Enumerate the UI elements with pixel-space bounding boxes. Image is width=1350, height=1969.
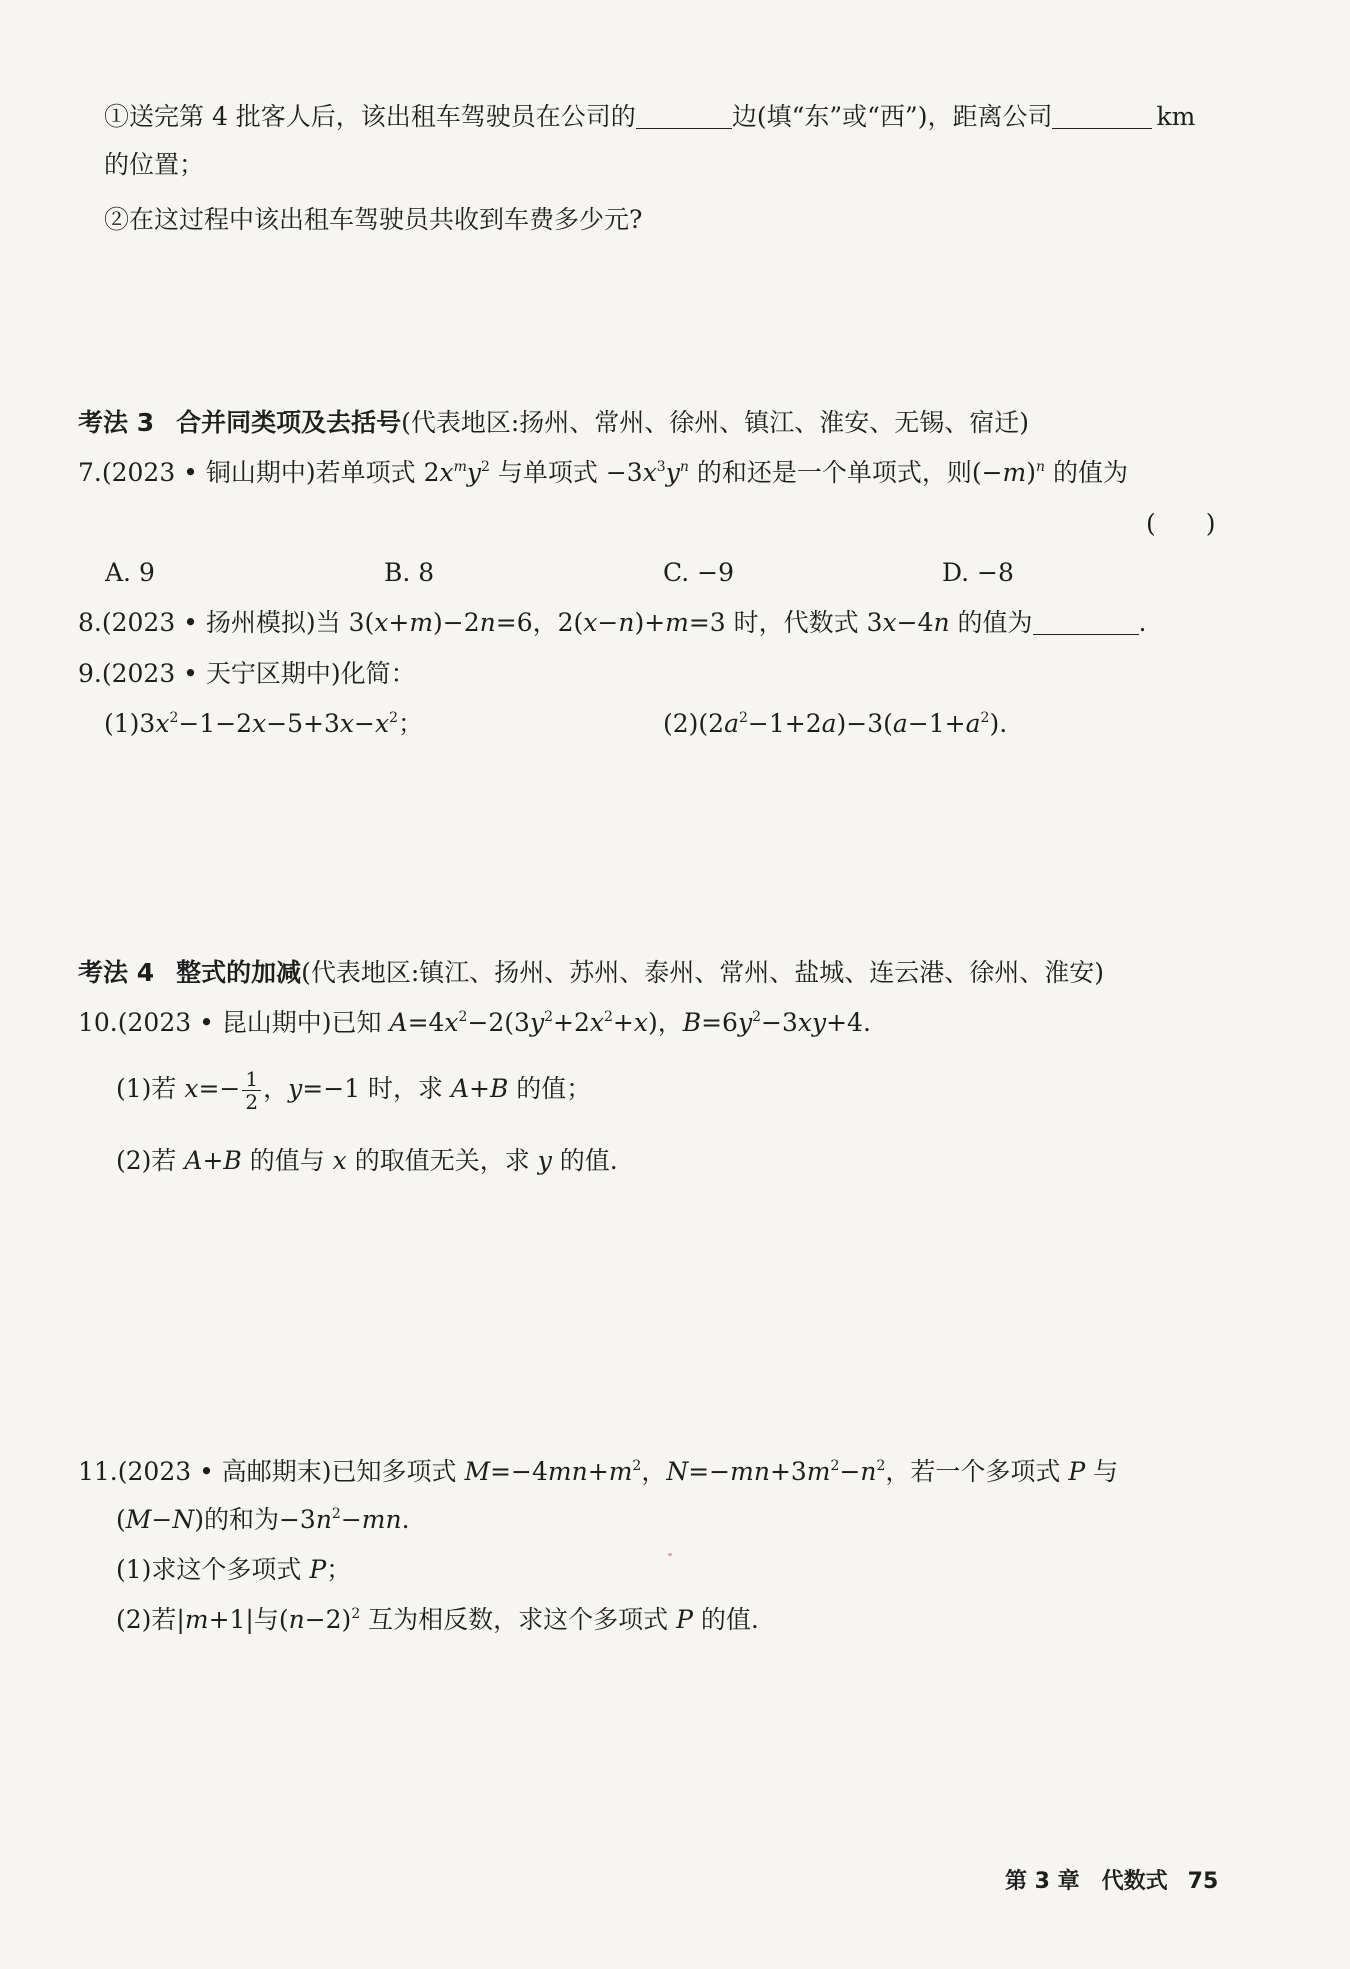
q7-option-c[interactable]: C. −9 — [663, 558, 734, 587]
q6-part1-cont: 的位置； — [104, 150, 205, 179]
q10-part1: (1)若 x=− $\frac{1}{2}$ ，y=−1 时，求 A+B 的值； — [116, 1067, 592, 1114]
q9-part1: $(1)3x^2-1-2x-5+3x-x^2$； — [104, 709, 424, 738]
fraction-one-half: $\frac{1}{2}$ — [242, 1068, 261, 1113]
section4-heading — [78, 955, 1104, 991]
footer-title: 代数式 — [1101, 1869, 1168, 1894]
q7-option-a[interactable]: A. 9 — [105, 558, 155, 587]
section4-title: 整式的加减 — [176, 958, 302, 987]
q10-part2: (2)若 A+B 的值与 x 的取值无关，求 y 的值. — [116, 1146, 618, 1175]
section3-regions: (代表地区:扬州、常州、徐州、镇江、淮安、无锡、宿迁) — [401, 408, 1030, 437]
q8-text: 当 3(x+m)−2n=6，2(x−n)+m=3 时，代数式 3x−4n 的值为 — [315, 608, 1033, 637]
q11-part2: (2)若|m+1|与$(n-2)^2$ 互为相反数，求这个多项式 P 的值. — [116, 1605, 759, 1634]
q7-text: 若单项式 $2x^my^2$ 与单项式 $-3x^3y^n$ 的和还是一个单项式，则$(-m)^n$ 的值为 — [315, 458, 1128, 487]
q11-text-line2: (M−N)的和为$-3n^2-mn$. — [116, 1505, 410, 1534]
q8-answer-blank[interactable] — [1033, 610, 1139, 635]
answer-blank-distance[interactable] — [1052, 104, 1152, 129]
section4-label: 考法 4 — [78, 958, 155, 987]
q10: 10.(2023 • 昆山期中)已知 $A=4x^2-2(3y^2+2x^2+x)$，$B=6y^2-3xy+4$. — [78, 1008, 871, 1037]
q11-text-line1: 已知多项式 $M=-4mn+m^2$，$N=-mn+3m^2-n^2$，若一个多项式 P 与 — [331, 1457, 1119, 1486]
q7-option-d[interactable]: D. −8 — [942, 558, 1014, 587]
q9: 9.(2023 • 天宁区期中)化简： — [78, 659, 416, 688]
q6-part2: ②在这过程中该出租车驾驶员共收到车费多少元? — [104, 205, 643, 234]
answer-blank-direction[interactable] — [636, 104, 732, 129]
q7: 7.(2023 • 铜山期中)若单项式 $2x^my^2$ 与单项式 $-3x^3y^n$ 的和还是一个单项式，则$(-m)^n$ 的值为 — [78, 458, 1128, 487]
section4-regions: (代表地区:镇江、扬州、苏州、泰州、常州、盐城、连云港、徐州、淮安) — [301, 958, 1105, 987]
section3-heading — [78, 405, 1029, 441]
q8: 8.(2023 • 扬州模拟)当 3(x+m)−2n=6，2(x−n)+m=3 时，代数式 3x−4n 的值为 . — [78, 608, 1147, 637]
q11: 11.(2023 • 高邮期末)已知多项式 $M=-4mn+m^2$，$N=-mn+3m^2-n^2$，若一个多项式 P 与 — [78, 1457, 1119, 1486]
footer-chapter: 第 3 章 — [1005, 1869, 1080, 1894]
section3-title: 合并同类项及去括号 — [176, 408, 402, 437]
section3-label: 考法 3 — [78, 408, 155, 437]
page-number: 75 — [1187, 1869, 1219, 1894]
q11-part1: (1)求这个多项式 P； — [116, 1555, 352, 1584]
q6-part1: ①送完第 4 批客人后，该出租车驾驶员在公司的 边(填“东”或“西”)，距离公司 km — [104, 102, 1196, 131]
page-footer — [1005, 1864, 1218, 1895]
ink-speck — [668, 1553, 672, 1556]
q7-answer-bracket[interactable]: ( ) — [1146, 509, 1216, 538]
q9-part2: $(2)(2a^2-1+2a)-3(a-1+a^2)$. — [663, 709, 1008, 738]
q7-option-b[interactable]: B. 8 — [384, 558, 435, 587]
q10-text: 已知 $A=4x^2-2(3y^2+2x^2+x)$，$B=6y^2-3xy+4$. — [331, 1008, 871, 1037]
